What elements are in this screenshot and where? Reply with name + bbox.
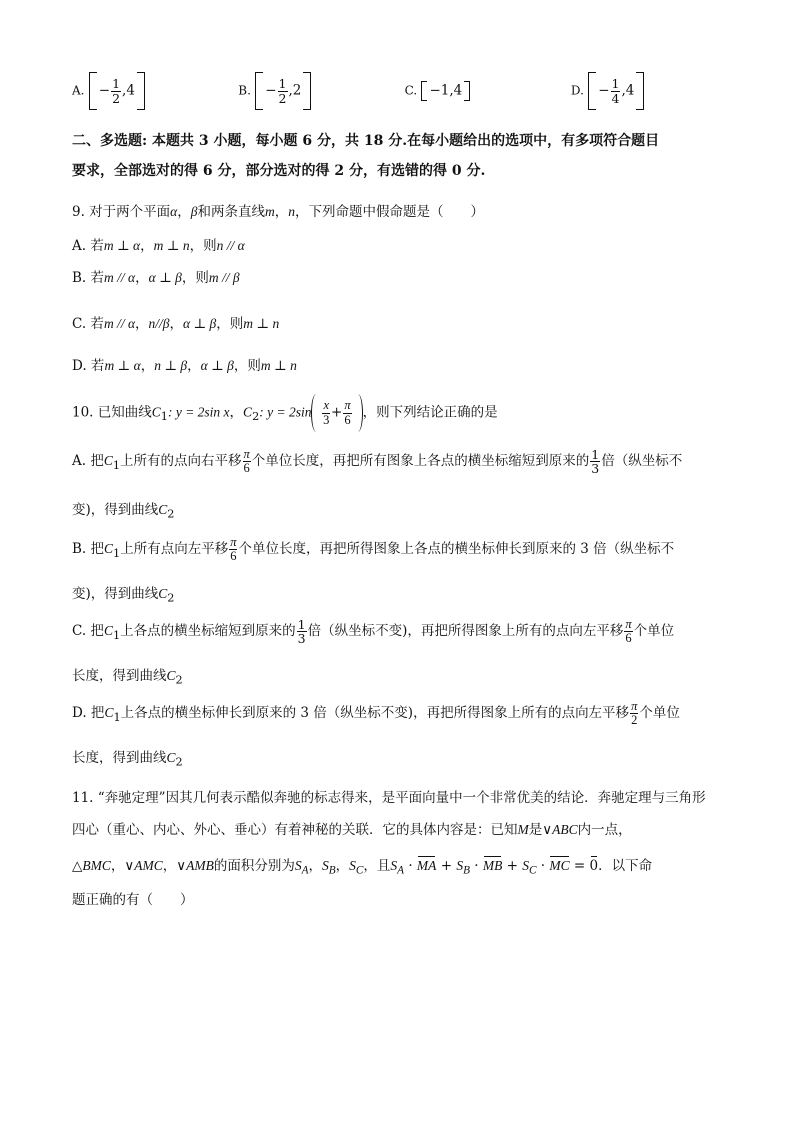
q9-option-c[interactable]: C. 若m // α，n//β，α ⊥ β，则m ⊥ n — [72, 316, 280, 332]
option-b[interactable]: B. − $\frac{1}{2}$ ,2 — [238, 72, 400, 110]
option-d[interactable]: D. − $\frac{1}{4}$ ,4 — [571, 72, 691, 110]
q9-option-a[interactable]: A. 若m ⊥ α，m ⊥ n，则n // α — [72, 238, 245, 254]
section-heading-line1: 二、多选题: 本题共 3 小题，每小题 6 分，共 18 分.在每小题给出的选项中，有多项符合题目 — [72, 133, 660, 149]
q10-option-b-line2: 变)，得到曲线$C_2$ — [72, 586, 175, 605]
q10-option-c-line1[interactable]: C. 把$C_1$上各点的横坐标缩短到原来的 $\frac{1}{3}$ 倍（纵坐标不变)，再把所得图象上所有的点向左平移 $\frac{\pi}{6}$ 个单位 — [72, 617, 675, 647]
q9-stem: 9. 对于两个平面α，β和两条直线m，n，下列命题中假命题是（ ） — [72, 204, 484, 220]
option-a[interactable]: A. − $\frac{1}{2}$ ,4 — [72, 72, 234, 110]
q10-option-a-line2: 变)，得到曲线$C_2$ — [72, 502, 175, 521]
q11-line1: 11. “奔驰定理”因其几何表示酷似奔驰的标志得来，是平面向量中一个非常优美的结论．奔驰定理与三角形 — [72, 790, 706, 806]
fraction: $\frac{1}{2}$ — [278, 76, 287, 106]
q10-option-b-line1[interactable]: B. 把$C_1$上所有点向左平移 $\frac{\pi}{6}$ 个单位长度，再把所得图象上各点的横坐标伸长到原来的 3 倍（纵坐标不 — [72, 535, 675, 564]
q10-stem: 10. 已知曲线$C_1$: y = 2sin x，$C_2$: y = 2sin $\frac{x}{3}$ + $\frac{\pi}{6}$ ，则下列结论正确的是 — [72, 394, 498, 432]
fraction: $\frac{1}{2}$ — [112, 76, 121, 106]
q9-option-d[interactable]: D. 若m ⊥ α，n ⊥ β，α ⊥ β，则m ⊥ n — [72, 358, 297, 374]
q10-option-c-line2: 长度，得到曲线$C_2$ — [72, 668, 183, 687]
q8-options-row — [72, 72, 691, 110]
q10-option-d-line1[interactable]: D. 把$C_1$上各点的横坐标伸长到原来的 3 倍（纵坐标不变)，再把所得图象上所有的点向左平移 $\frac{\pi}{2}$ 个单位 — [72, 699, 680, 728]
q9-option-b[interactable]: B. 若m // α，α ⊥ β，则m // β — [72, 270, 240, 286]
q11-line3: △BMC，∨AMC，∨AMB的面积分别为$S_A$，$S_B$，$S_C$，且$S_A$ · MA + $S_B$ · MB + $S_C$ · MC = 0．以下命 — [72, 858, 653, 877]
fraction: $\frac{1}{4}$ — [611, 76, 620, 106]
q11-line4: 题正确的有（ ） — [72, 892, 194, 908]
option-c[interactable]: C. −1,4 — [405, 81, 567, 101]
q10-option-d-line2: 长度，得到曲线$C_2$ — [72, 750, 183, 769]
q10-option-a-line1[interactable]: A. 把$C_1$上所有的点向右平移 $\frac{\pi}{6}$ 个单位长度，再把所有图象上各点的横坐标缩短到原来的 $\frac{1}{3}$ 倍（纵坐标不 — [72, 447, 683, 477]
q11-line2: 四心（重心、内心、外心、垂心）有着神秘的关联．它的具体内容是：已知M是∨ABC内一点， — [72, 822, 632, 838]
section-heading-line2: 要求，全部选对的得 6 分，部分选对的得 2 分，有选错的得 0 分. — [72, 163, 486, 179]
